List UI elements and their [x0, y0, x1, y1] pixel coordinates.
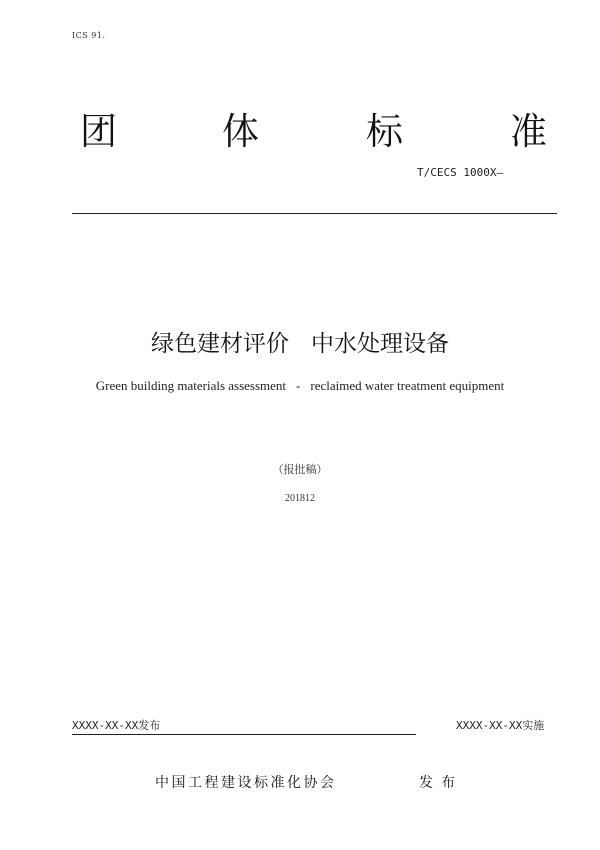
ics-code: ICS 91. — [72, 31, 106, 40]
publisher-name: 中国工程建设标准化协会 — [155, 775, 337, 791]
title-char-3: 标 — [366, 110, 403, 153]
issue-date-value: XXXX-XX-XX — [72, 719, 139, 732]
title-char-1: 团 — [80, 110, 117, 153]
english-title-dash: - — [296, 378, 301, 393]
english-title-part2: reclaimed water treatment equipment — [310, 378, 505, 393]
publish-label: 发布 — [419, 775, 463, 791]
title-char-4: 准 — [510, 110, 547, 153]
issue-date — [72, 717, 160, 733]
standard-code: T/CECS 1000X— — [417, 166, 504, 179]
implement-date — [456, 717, 544, 733]
implement-date-label: 实施 — [522, 719, 545, 732]
implement-date-value: XXXX-XX-XX — [456, 719, 523, 732]
chinese-title-part1: 绿色建材评价 — [151, 331, 289, 357]
title-char-2: 体 — [222, 110, 259, 153]
issue-date-label: 发布 — [138, 719, 161, 732]
footer-divider — [72, 734, 416, 735]
draft-status: （报批稿） — [272, 463, 328, 476]
chinese-title — [0, 325, 600, 358]
draft-date: 201812 — [285, 493, 315, 504]
english-title-part1: Green building materials assessment — [95, 378, 287, 393]
header-divider — [72, 213, 557, 214]
english-title — [0, 378, 600, 394]
chinese-title-part2: 中水处理设备 — [311, 331, 449, 357]
